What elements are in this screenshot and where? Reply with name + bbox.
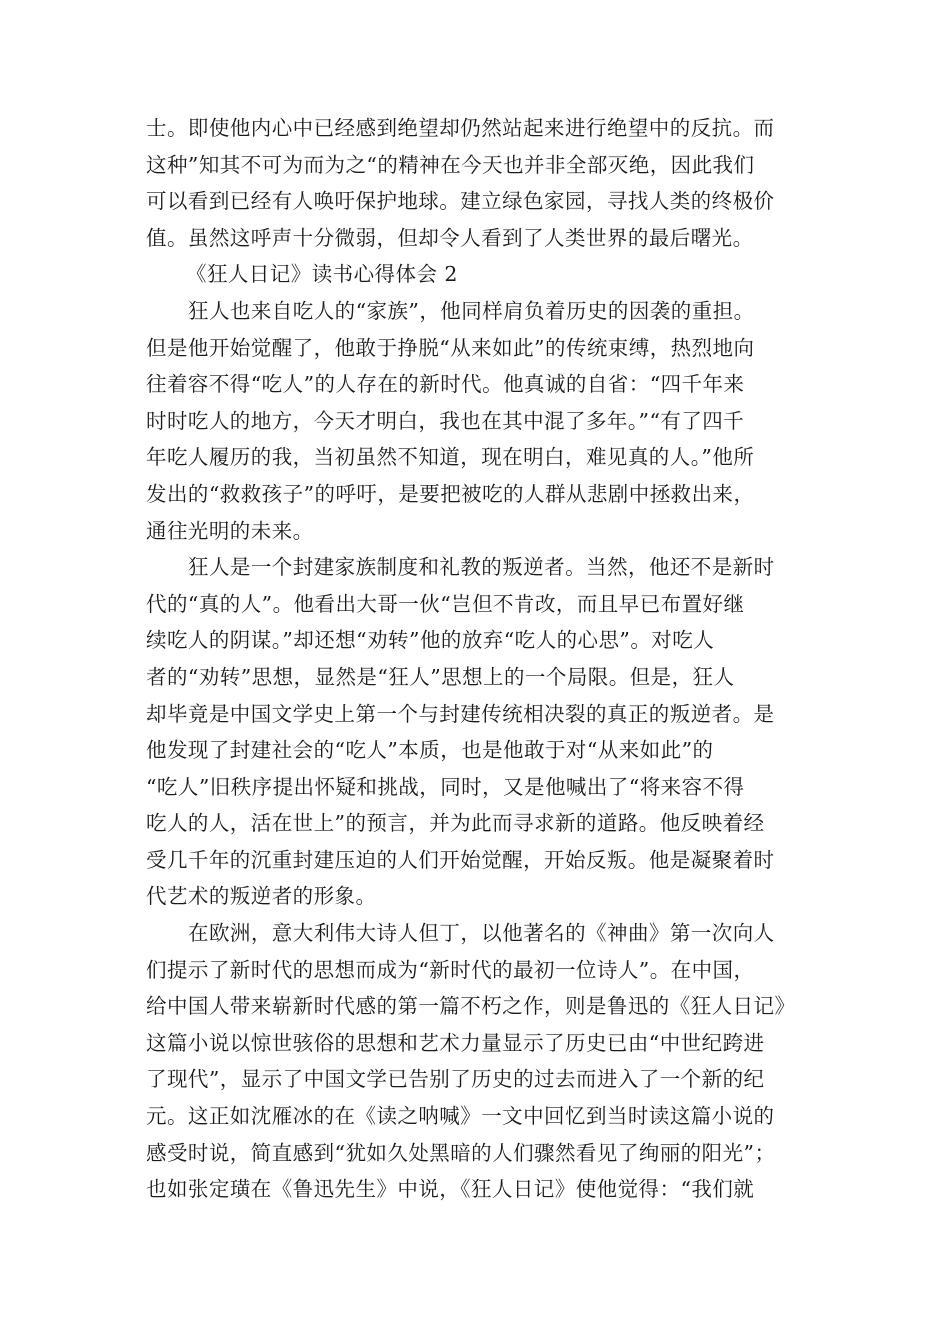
text-line: 这种”知其不可为而为之“的精神在今天也并非全部灭绝，因此我们 [146, 152, 755, 177]
text-line: 往着容不得“吃人”的人存在的新时代。他真诚的自省：“四千年来 [146, 372, 745, 397]
text-line: 代的“真的人”。他看出大哥一伙“岂但不肯改，而且早已布置好继 [146, 591, 745, 616]
text-line: 也如张定璜在《鲁迅先生》中说，《狂人日记》使他觉得：“我们就 [146, 1177, 755, 1202]
text-line: 受几千年的沉重封建压迫的人们开始觉醒，开始反叛。他是凝聚着时 [146, 847, 775, 872]
text-line: “吃人”旧秩序提出怀疑和挑战，同时，又是他喊出了“将来容不得 [146, 774, 745, 799]
section-heading: 《狂人日记》读书心得体会 2 [186, 262, 458, 287]
text-line: 他发现了封建社会的“吃人”本质，也是他敢于对“从来如此”的 [146, 738, 714, 763]
text-line: 年吃人履历的我，当初虽然不知道，现在明白，难见真的人。”他所 [146, 445, 755, 470]
text-line: 可以看到已经有人唤吁保护地球。建立绿色家园，寻找人类的终极价 [146, 189, 775, 214]
document-body [146, 110, 846, 1208]
text-line: 时时吃人的地方，今天才明白，我也在其中混了多年。”“有了四千 [146, 408, 745, 433]
text-line: 续吃人的阴谋。”却还想“劝转”他的放弃“吃人的心思”。对吃人 [146, 628, 715, 653]
text-line: 代艺术的叛逆者的形象。 [146, 884, 377, 909]
text-line: 但是他开始觉醒了，他敢于挣脱“从来如此”的传统束缚，热烈地向 [146, 335, 755, 360]
text-line: 感受时说，简直感到“犹如久处黑暗的人们骤然看见了绚丽的阳光”； [146, 1140, 776, 1165]
text-line: 者的“劝转”思想，显然是“狂人”思想上的一个局限。但是，狂人 [146, 664, 735, 689]
text-line: 了现代”，显示了中国文学已告别了历史的过去而进入了一个新的纪 [146, 1067, 765, 1092]
text-line: 给中国人带来崭新时代感的第一篇不朽之作，则是鲁迅的《狂人日记》 [146, 994, 796, 1019]
text-line: 值。虽然这呼声十分微弱，但却令人看到了人类世界的最后曙光。 [146, 225, 754, 250]
text-line: 这篇小说以惊世骇俗的思想和艺术力量显示了历史已由“中世纪跨进 [146, 1030, 765, 1055]
text-line: 通往光明的未来。 [146, 518, 314, 543]
text-line: 元。这正如沈雁冰的在《读之呐喊》一文中回忆到当时读这篇小说的 [146, 1104, 775, 1129]
text-line: 吃人的人，活在世上”的预言，并为此而寻求新的道路。他反映着经 [146, 811, 765, 836]
paragraph-first-line: 狂人是一个封建家族制度和礼教的叛逆者。当然，他还不是新时 [188, 555, 775, 580]
text-line: 士。即使他内心中已经感到绝望却仍然站起来进行绝望中的反抗。而 [146, 116, 775, 140]
text-line: 们提示了新时代的思想而成为“新时代的最初一位诗人”。在中国， [146, 957, 755, 982]
text-line: 却毕竟是中国文学史上第一个与封建传统相决裂的真正的叛逆者。是 [146, 701, 775, 726]
paragraph-first-line: 狂人也来自吃人的“家族”，他同样肩负着历史的因袭的重担。 [188, 298, 755, 323]
paragraph-first-line: 在欧洲，意大利伟大诗人但丁，以他著名的《神曲》第一次向人 [188, 921, 775, 946]
text-line: 发出的“救救孩子”的呼吁，是要把被吃的人群从悲剧中拯救出来， [146, 481, 755, 506]
